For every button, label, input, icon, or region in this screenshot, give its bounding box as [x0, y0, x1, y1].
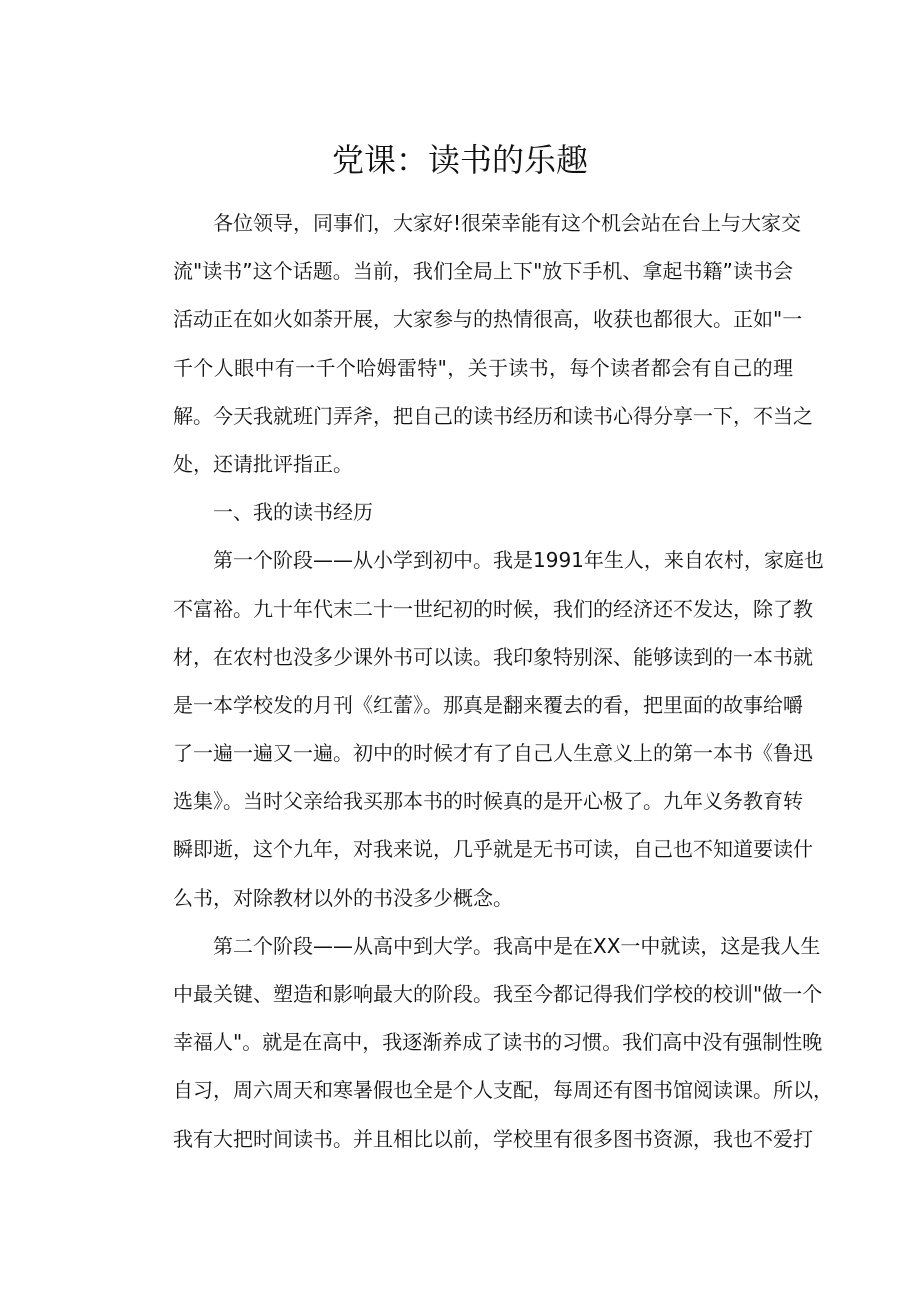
- text-line: 瞬即逝，这个九年，对我来说，几乎就是无书可读，自己也不知道要读什: [173, 837, 813, 862]
- text-line: 自习，周六周天和寒暑假也全是个人支配，每周还有图书馆阅读课。所以，: [173, 1078, 833, 1103]
- paragraph-stage-two: [133, 922, 833, 1163]
- document-body: [133, 199, 833, 1163]
- text-line: 一、我的读书经历: [213, 500, 373, 525]
- text-line: 千个人眼中有一千个哈姆雷特"，关于读书，每个读者都会有自己的理: [173, 355, 793, 380]
- text-line: 第二个阶段——从高中到大学。我高中是在XX一中就读，这是我人生: [213, 933, 821, 958]
- text-line: 处，还请批评指正。: [173, 451, 353, 476]
- paragraph-stage-one: [133, 536, 824, 922]
- text-line: 第一个阶段——从小学到初中。我是1991年生人，来自农村，家庭也: [213, 548, 824, 573]
- text-line: 各位领导，同事们，大家好!很荣幸能有这个机会站在台上与大家交: [213, 211, 802, 235]
- text-line: 选集》。当时父亲给我买那本书的时候真的是开心极了。九年义务教育转: [173, 789, 803, 814]
- paragraph-intro: [133, 199, 813, 488]
- text-line: 解。今天我就班门弄斧，把自己的读书经历和读书心得分享一下，不当之: [173, 403, 813, 428]
- text-line: 是一本学校发的月刊《红蕾》。那真是翻来覆去的看，把里面的故事给嚼: [173, 692, 803, 717]
- text-line: 不富裕。九十年代末二十一世纪初的时候，我们的经济还不发达，除了教: [173, 596, 813, 621]
- text-line: 材，在农村也没多少课外书可以读。我印象特别深、能够读到的一本书就: [173, 644, 813, 669]
- document-title: 党课：读书的乐趣: [331, 141, 588, 179]
- text-line: 我有大把时间读书。并且相比以前，学校里有很多图书资源，我也不爱打: [173, 1126, 813, 1151]
- section-heading: [133, 488, 793, 536]
- text-line: 么书，对除教材以外的书没多少概念。: [173, 885, 513, 910]
- text-line: 了一遍一遍又一遍。初中的时候才有了自己人生意义上的第一本书《鲁迅: [173, 741, 813, 766]
- text-line: 活动正在如火如荼开展，大家参与的热情很高，收获也都很大。正如"一: [173, 307, 803, 332]
- text-line: 幸福人"。就是在高中，我逐渐养成了读书的习惯。我们高中没有强制性晚: [173, 1030, 823, 1055]
- text-line: 流"读书”这个话题。当前，我们全局上下"放下手机、拿起书籍”读书会: [173, 259, 793, 284]
- text-line: 中最关键、塑造和影响最大的阶段。我至今都记得我们学校的校训"做一个: [173, 982, 823, 1006]
